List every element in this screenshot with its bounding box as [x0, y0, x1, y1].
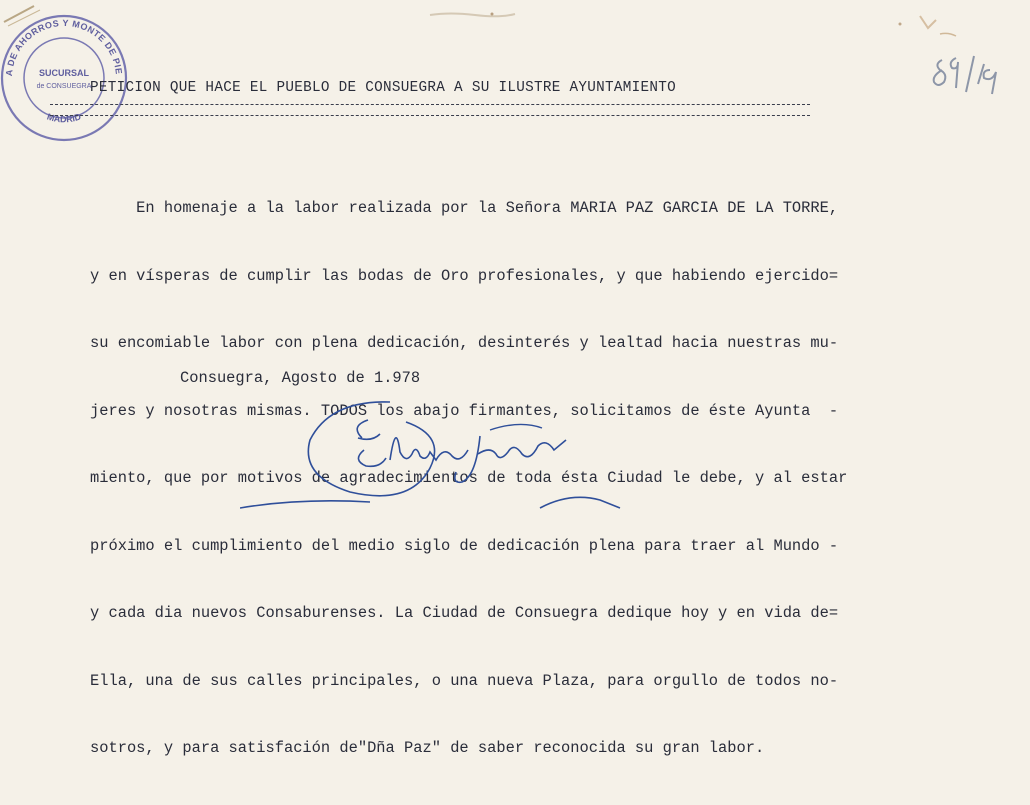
bank-seal-stamp — [0, 8, 134, 148]
ink-smudge-right — [880, 6, 960, 42]
ink-smudge — [420, 8, 520, 20]
body-line: su encomiable labor con plena dedicación, desinterés y lealtad hacia nuestras mu- — [90, 334, 839, 352]
svg-text:CAJA DE AHORROS Y MONTE DE PIE: A DE AHORROS Y MONTE DE PIE — [3, 17, 124, 77]
body-line: miento, que por motivos de agradecimientos de toda ésta Ciudad le debe, y al estar — [90, 469, 848, 487]
svg-text:de CONSUEGRA: de CONSUEGRA — [36, 83, 92, 90]
place-and-date: Consuegra, Agosto de 1.978 — [180, 369, 421, 387]
body-line: y en vísperas de cumplir las bodas de Oro profesionales, y que habiendo ejercido= — [90, 266, 839, 285]
body-line: Ella, una de sus calles principales, o una nueva Plaza, para orgullo de todos no- — [90, 671, 839, 690]
svg-text:MADRID: MADRID — [45, 111, 83, 125]
folio-number — [926, 44, 1016, 104]
body-line: sotros, y para satisfación de"Dña Paz" de saber reconocida su gran labor. — [90, 739, 765, 757]
body-line: En homenaje a la labor realizada por la Señora MARIA PAZ GARCIA DE LA TORRE, — [90, 199, 839, 217]
body-line: y cada dia nuevos Consaburenses. La Ciudad de Consuegra dedique hoy y en vida de= — [90, 604, 839, 622]
handwritten-signature — [240, 380, 660, 510]
document-title: PETICION QUE HACE EL PUEBLO DE CONSUEGRA A SU ILUSTRE AYUNTAMIENTO — [90, 80, 677, 96]
body-line: jeres y nosotras mismas. TODOS los abajo firmantes, solicitamos de éste Ayunta - — [90, 401, 839, 420]
svg-text:SUCURSAL: SUCURSAL — [38, 68, 90, 78]
body-line: próximo el cumplimiento del medio siglo de dedicación plena para traer al Mundo - — [90, 536, 839, 555]
title-double-rule — [50, 104, 810, 116]
